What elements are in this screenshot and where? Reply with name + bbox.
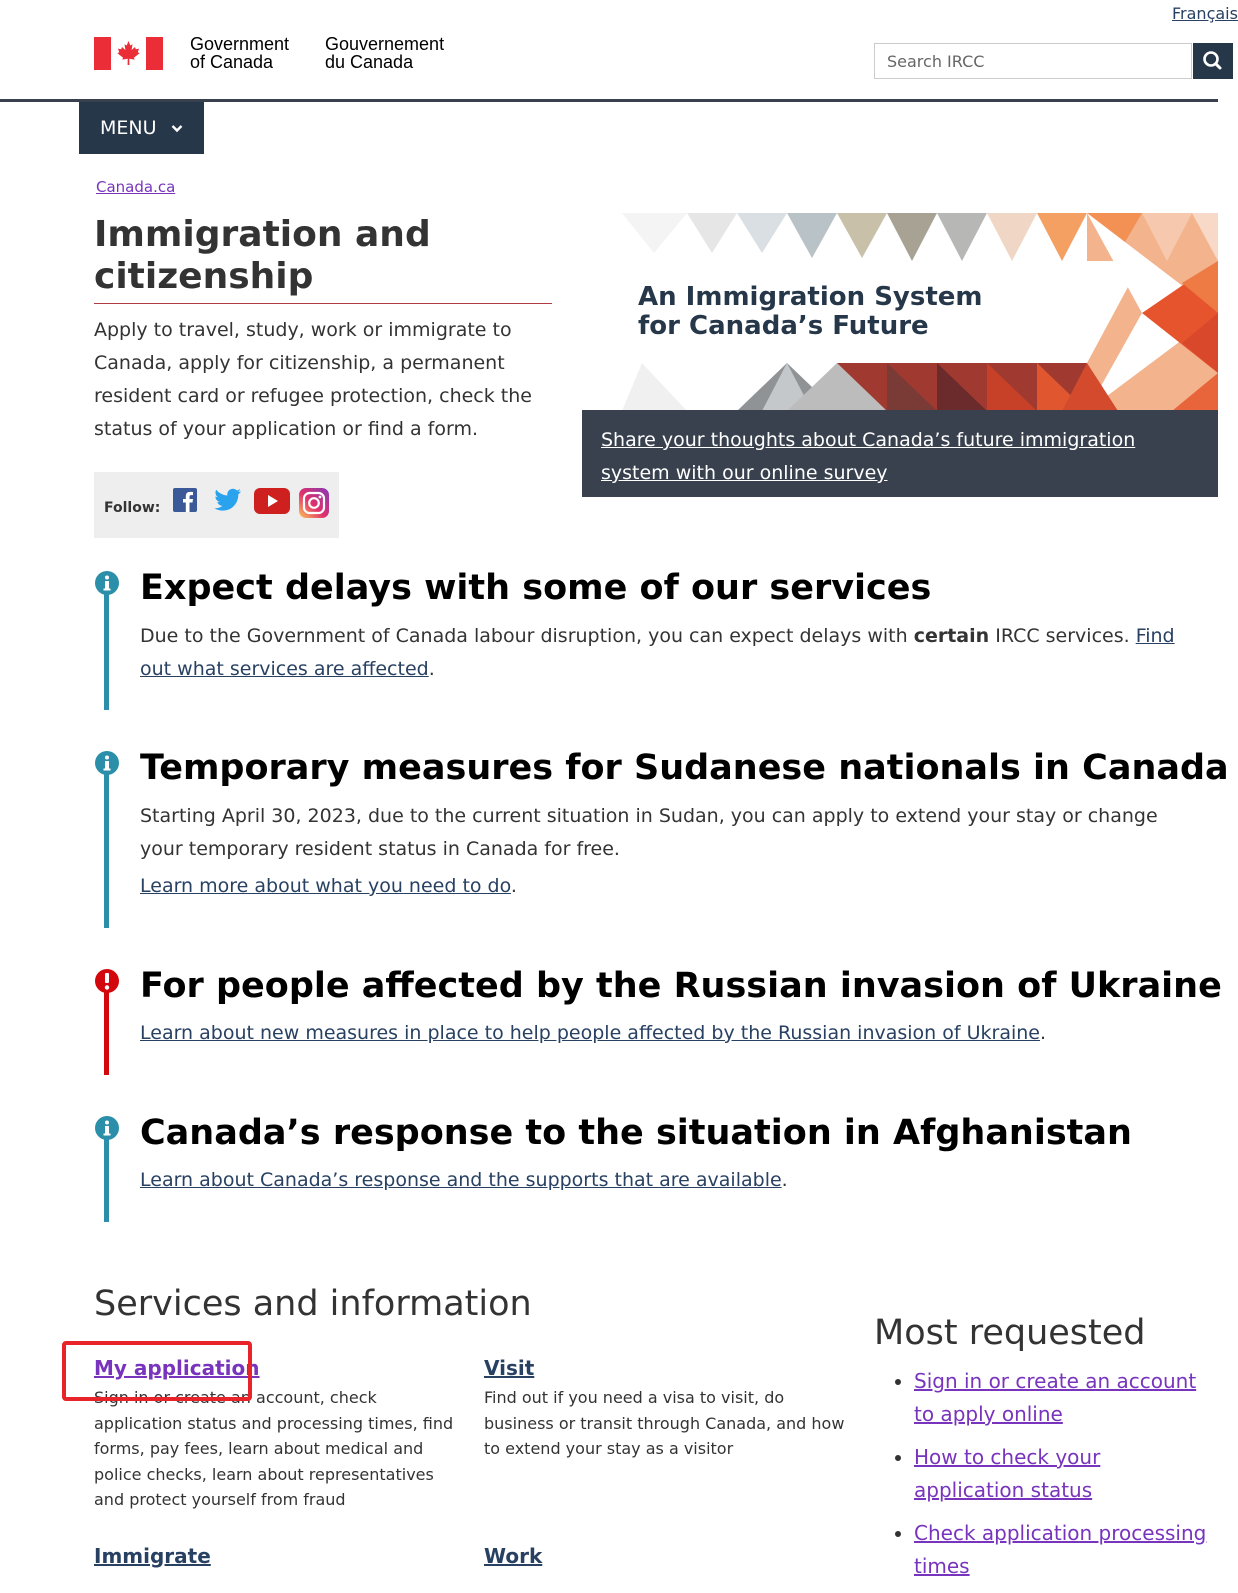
banner-line2: for Canada’s Future bbox=[638, 311, 929, 341]
info-icon bbox=[94, 1115, 120, 1141]
banner-headline bbox=[638, 283, 983, 341]
alert-ukraine bbox=[104, 966, 1222, 1075]
alert-title: Canada’s response to the situation in Afghanistan bbox=[140, 1113, 1132, 1153]
alert-afghanistan bbox=[104, 1115, 1204, 1222]
visit-desc: Find out if you need a visa to visit, do business or transit through Canada, and how to extend your stay as a visitor bbox=[484, 1388, 845, 1458]
alert-title: Temporary measures for Sudanese nationals in Canada bbox=[140, 748, 1229, 788]
signature-fr-line1: Gouvernement bbox=[325, 34, 445, 54]
sudan-learn-more-link[interactable]: Learn more about what you need to do bbox=[140, 875, 511, 897]
breadcrumb-home-link[interactable]: Canada.ca bbox=[96, 178, 176, 196]
page-title: Immigration and citizenship bbox=[94, 214, 552, 304]
alert-link-line bbox=[140, 1017, 1202, 1050]
twitter-link[interactable] bbox=[214, 488, 242, 516]
online-survey-link[interactable]: Share your thoughts about Canada’s future immigration system with our online survey bbox=[601, 429, 1136, 484]
alert-trail: . bbox=[781, 1169, 788, 1191]
my-application-link[interactable]: My application bbox=[94, 1356, 260, 1380]
alert-title: Expect delays with some of our services bbox=[140, 568, 932, 608]
instagram-icon bbox=[299, 488, 329, 518]
gouvernement-du-canada-signature[interactable] bbox=[325, 35, 444, 71]
alert-trail: . bbox=[428, 658, 435, 680]
list-item bbox=[914, 1441, 1214, 1507]
work-link[interactable]: Work bbox=[484, 1544, 543, 1568]
most-requested-heading: Most requested bbox=[874, 1313, 1146, 1353]
alert-bar bbox=[104, 1127, 109, 1222]
search-input[interactable] bbox=[874, 43, 1192, 79]
alert-text-after: IRCC services. bbox=[989, 625, 1136, 647]
facebook-icon bbox=[173, 488, 197, 512]
most-requested-list bbox=[874, 1365, 1214, 1593]
ukraine-measures-link[interactable]: Learn about new measures in place to help people affected by the Russian invasion of Ukraine bbox=[140, 1022, 1040, 1044]
alert-text-before: Due to the Government of Canada labour disruption, you can expect delays with bbox=[140, 625, 914, 647]
sign-in-link[interactable]: Sign in or create an account to apply online bbox=[914, 1369, 1197, 1426]
alert-sudanese-measures bbox=[104, 748, 1229, 928]
instagram-link[interactable] bbox=[299, 488, 329, 522]
list-item bbox=[914, 1365, 1214, 1431]
info-icon bbox=[94, 750, 120, 776]
immigration-system-banner[interactable] bbox=[582, 213, 1218, 411]
info-icon bbox=[94, 570, 120, 596]
list-item bbox=[914, 1517, 1214, 1583]
youtube-link[interactable] bbox=[254, 488, 290, 518]
immigrate-link[interactable]: Immigrate bbox=[94, 1544, 211, 1568]
signature-en-line2: of Canada bbox=[190, 52, 274, 72]
follow-label: Follow: bbox=[104, 500, 161, 516]
affected-services-link[interactable]: Find out what services are affected bbox=[140, 625, 1175, 680]
page-intro: Apply to travel, study, work or immigrate to Canada, apply for citizenship, a permanent resident card or refugee protection, check the status of your application or find a form. bbox=[94, 319, 532, 440]
alert-link-line bbox=[140, 870, 1202, 903]
signature-en-line1: Government bbox=[190, 34, 290, 54]
youtube-icon bbox=[254, 488, 290, 514]
search-button[interactable] bbox=[1193, 43, 1233, 79]
alert-bar bbox=[104, 762, 109, 928]
signature-fr-line2: du Canada bbox=[325, 52, 414, 72]
search-icon bbox=[1193, 43, 1233, 79]
afghanistan-response-link[interactable]: Learn about Canada’s response and the supports that are available bbox=[140, 1169, 782, 1191]
processing-times-link[interactable]: Check application processing times bbox=[914, 1521, 1207, 1578]
twitter-icon bbox=[214, 488, 242, 512]
my-application-desc: Sign in or create an account, check application status and processing times, find forms, pay fees, learn about medical and police checks, learn about representatives and protect yourself from fraud bbox=[94, 1388, 454, 1509]
banner-caption bbox=[582, 410, 1218, 497]
canada-flag-icon bbox=[94, 37, 163, 70]
alert-trail: . bbox=[510, 875, 517, 897]
facebook-link[interactable] bbox=[173, 488, 197, 516]
alert-text-bold: certain bbox=[913, 625, 990, 647]
government-of-canada-signature[interactable] bbox=[190, 35, 289, 71]
exclamation-icon bbox=[94, 968, 120, 994]
alert-service-delays bbox=[104, 570, 1204, 710]
alert-text bbox=[140, 620, 1202, 686]
banner-line1: An Immigration System bbox=[638, 282, 983, 312]
alert-trail: . bbox=[1040, 1022, 1047, 1044]
chevron-down-icon bbox=[171, 124, 183, 133]
visit-link[interactable]: Visit bbox=[484, 1356, 535, 1380]
alert-bar bbox=[104, 980, 109, 1075]
language-toggle-link[interactable]: Français bbox=[1172, 4, 1238, 23]
alert-bar bbox=[104, 582, 109, 710]
alert-link-line bbox=[140, 1164, 1202, 1197]
check-status-link[interactable]: How to check your application status bbox=[914, 1445, 1101, 1502]
social-follow-bar bbox=[94, 472, 339, 538]
menu-label: MENU bbox=[100, 117, 157, 139]
alert-title: For people affected by the Russian invasion of Ukraine bbox=[140, 966, 1222, 1006]
services-heading: Services and information bbox=[94, 1284, 532, 1324]
alert-text: Starting April 30, 2023, due to the current situation in Sudan, you can apply to extend your stay or change your temporary resident status in Canada for free. bbox=[140, 805, 1158, 860]
menu-button[interactable] bbox=[79, 102, 204, 154]
